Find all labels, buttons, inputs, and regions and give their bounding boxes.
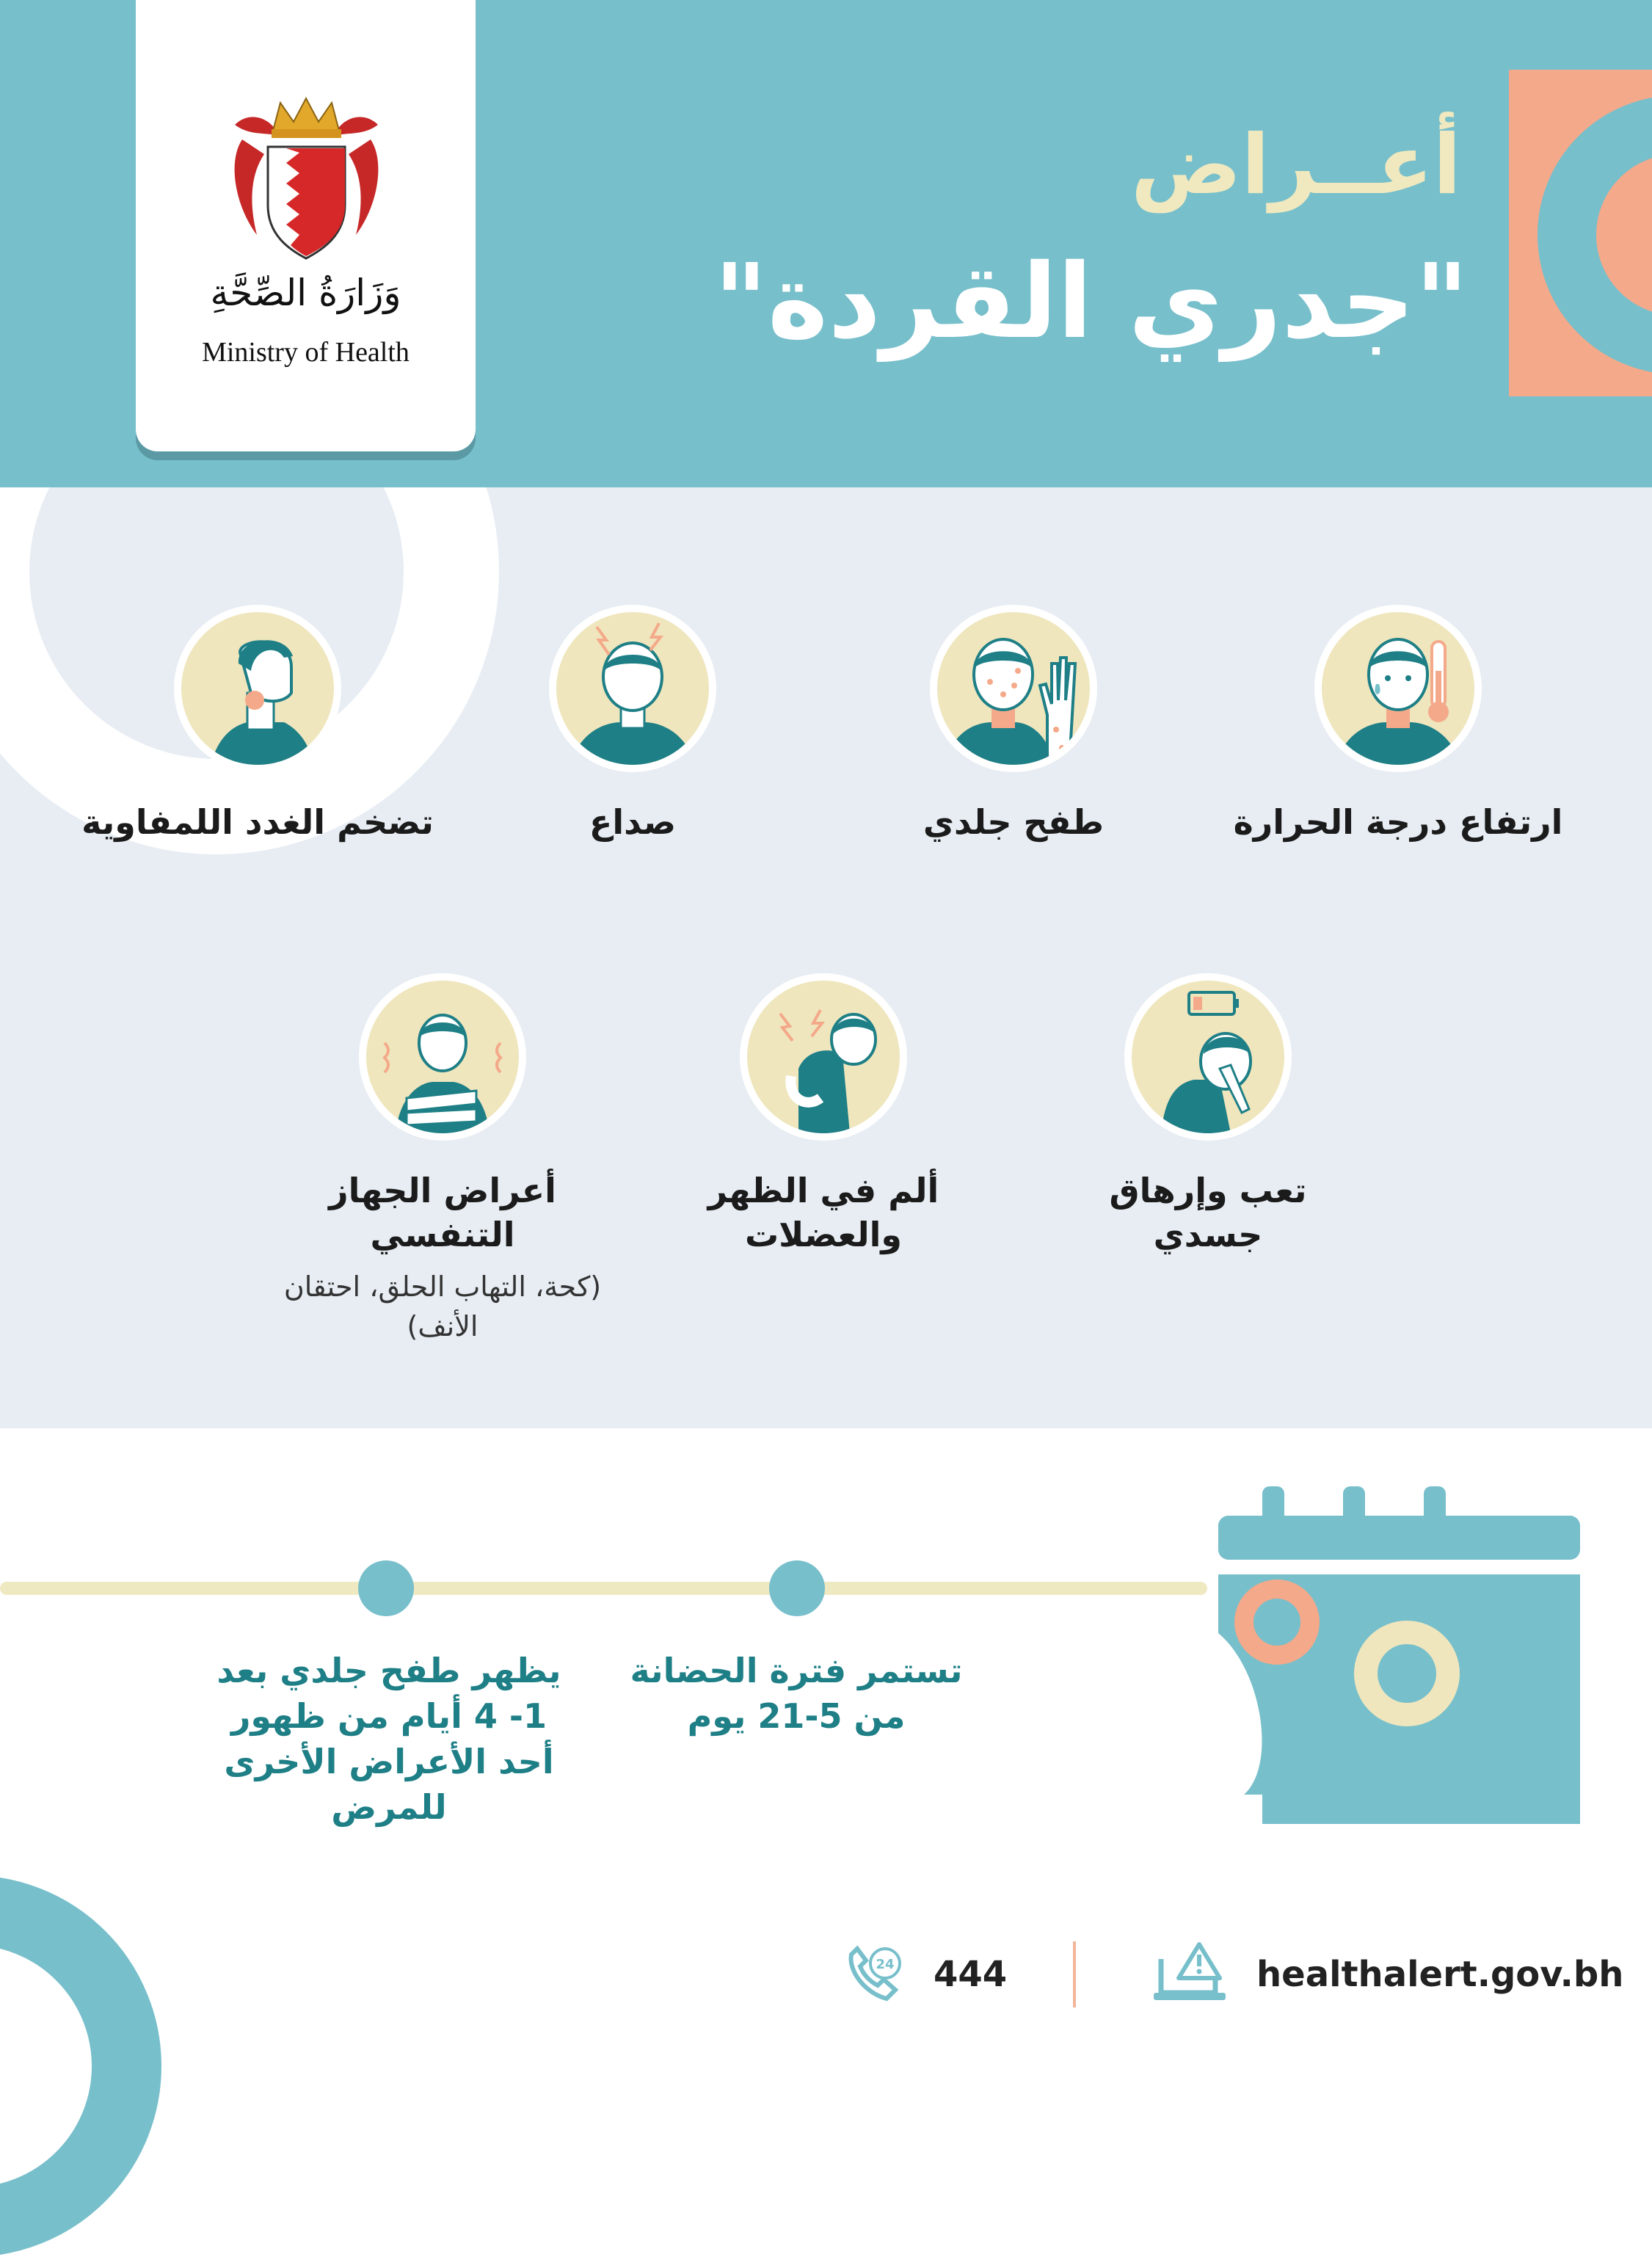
symptom-label: تضخم الغدد اللمفاوية — [81, 802, 434, 842]
fever-thermometer-icon — [1322, 612, 1474, 765]
symptom-lymph-nodes — [67, 605, 448, 844]
symptom-label: ألم في الظهر والعضلات — [707, 1171, 939, 1254]
respiratory-chills-icon — [366, 981, 519, 1133]
symptom-label: أعراض الجهاز التنفسي — [329, 1171, 556, 1254]
incubation-period-text: تستمر فترة الحضانة من 5-21 يوم — [630, 1651, 963, 1736]
symptom-circle — [740, 973, 907, 1141]
symptom-circle — [549, 605, 716, 772]
symptom-skin-rash — [823, 605, 1204, 844]
page-title-line2: "جدري القردة" — [713, 242, 1469, 362]
laptop-alert-icon — [1154, 1941, 1227, 2005]
ministry-name-arabic: وَزَارَةُ الصِّحَّةِ — [210, 272, 401, 314]
symptom-headache — [442, 605, 823, 844]
rash-onset-text: يظهر طفح جلدي بعد 1- 4 أيام من ظهور أحد الأعراض الأخرى للمرض — [216, 1651, 561, 1827]
skin-rash-icon — [937, 612, 1090, 765]
fatigue-low-battery-icon — [1132, 981, 1284, 1133]
website-link[interactable]: healthalert.gov.bh — [1256, 1954, 1624, 1995]
symptom-circle — [359, 973, 526, 1141]
symptom-back-pain — [633, 973, 1014, 1257]
symptom-fatigue — [1017, 973, 1399, 1257]
page-title-line1: أعــراض — [1130, 117, 1461, 213]
symptom-note: (كحة، التهاب الحلق، احتقان الأنف) — [283, 1271, 602, 1342]
symptom-label: صداع — [589, 802, 677, 842]
symptom-label: ارتفاع درجة الحرارة — [1233, 802, 1563, 842]
hotline-number: 444 — [934, 1954, 1008, 1995]
symptom-circle — [1314, 605, 1482, 772]
ministry-name-english: Ministry of Health — [202, 337, 410, 368]
footer-decor-ring — [0, 1875, 161, 2257]
swollen-lymph-nodes-icon — [181, 612, 334, 765]
symptom-circle — [930, 605, 1097, 772]
svg-text:24: 24 — [876, 1957, 895, 1972]
footer-divider — [1073, 1941, 1076, 2007]
bahrain-coat-of-arms-icon — [228, 95, 385, 264]
symptom-fever — [1207, 605, 1589, 844]
symptom-respiratory — [252, 973, 633, 1346]
timeline-dot-incubation — [769, 1560, 825, 1616]
calendar-icon — [1218, 1486, 1585, 1839]
ministry-logo-card — [136, 0, 476, 451]
headache-icon — [556, 612, 709, 765]
timeline-line — [0, 1582, 1207, 1595]
phone-24-icon — [843, 1941, 906, 2005]
symptom-label: طفح جلدي — [923, 802, 1105, 842]
symptom-circle — [174, 605, 341, 772]
symptom-label: تعب وإرهاق جسدي — [1109, 1171, 1307, 1254]
symptom-circle — [1124, 973, 1292, 1141]
symptoms-section — [0, 487, 1652, 1428]
back-pain-icon — [747, 981, 900, 1133]
timeline-dot-rash — [358, 1560, 414, 1616]
